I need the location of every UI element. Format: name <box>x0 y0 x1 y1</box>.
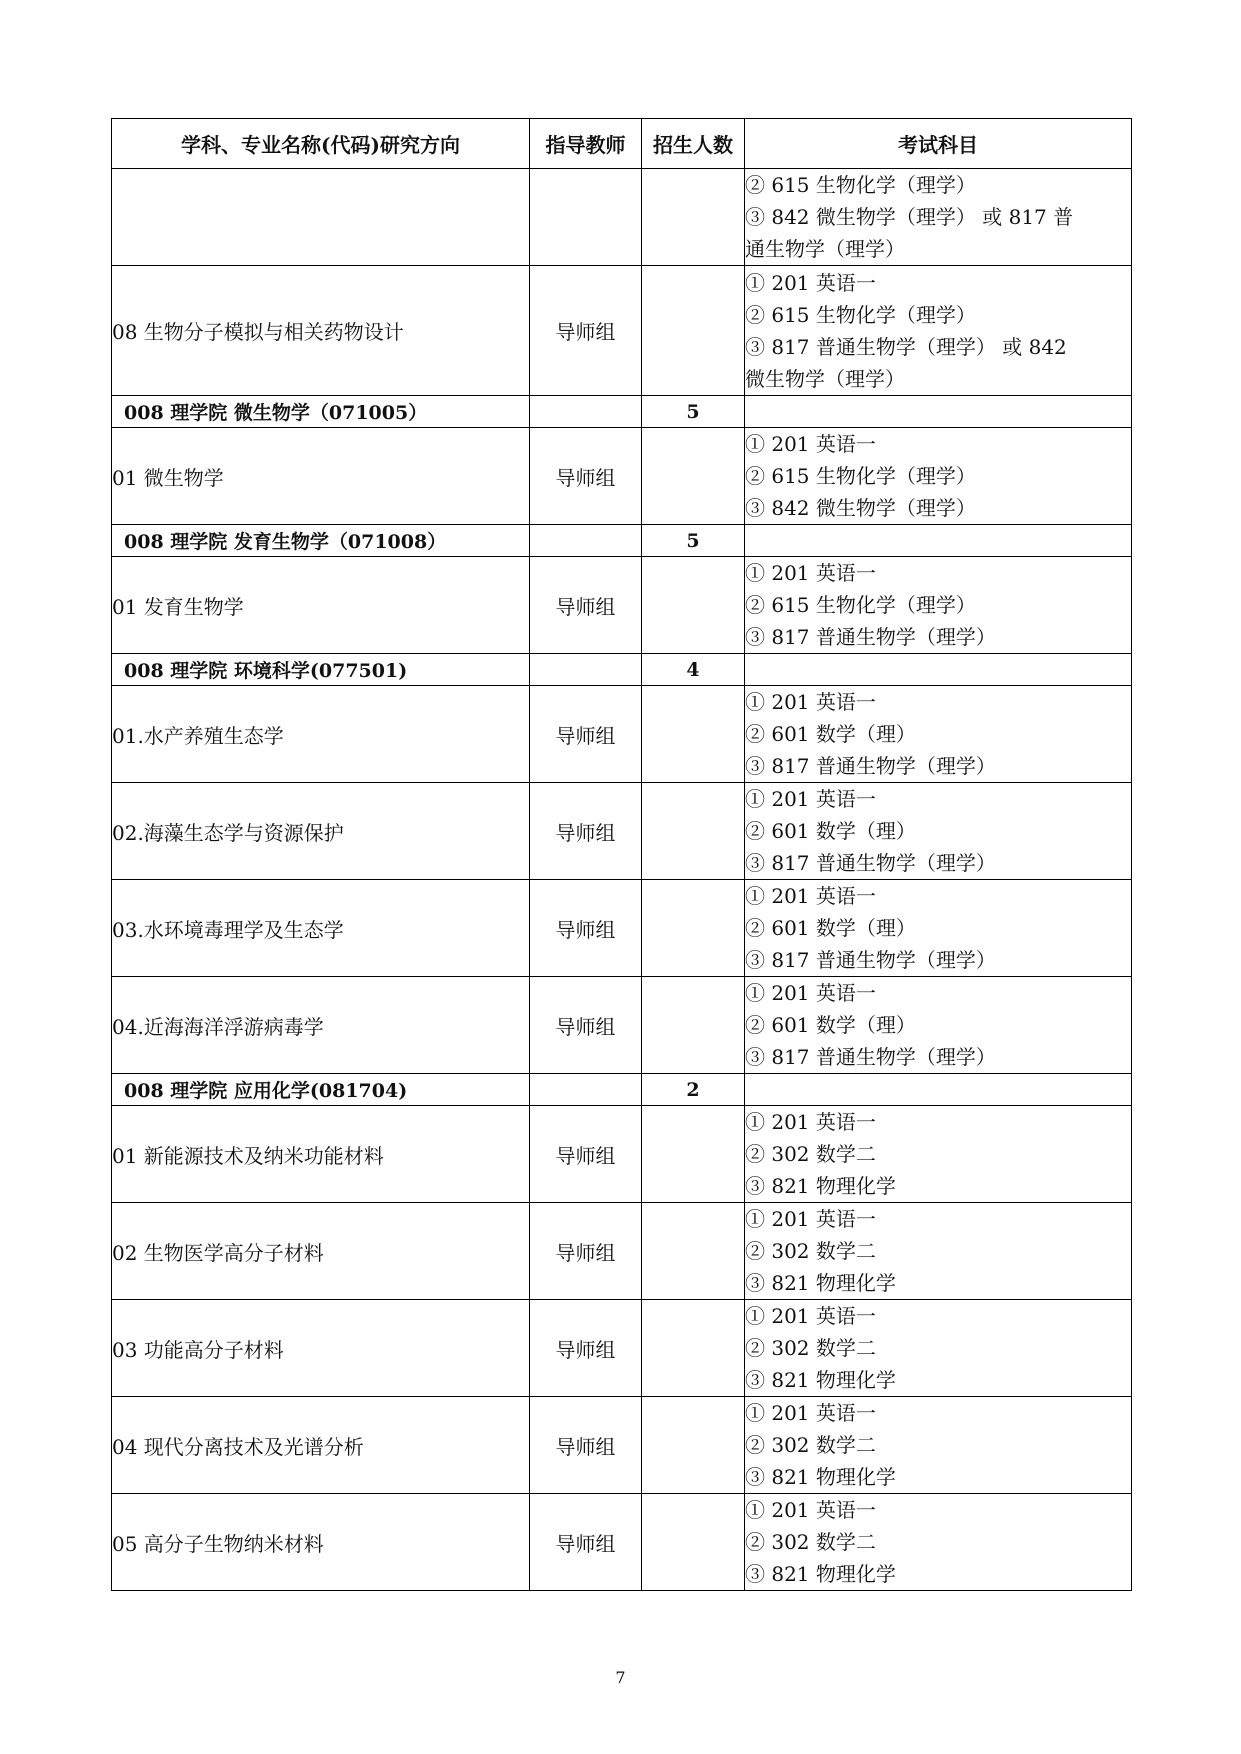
count-cell <box>642 686 745 783</box>
table-row <box>112 169 1132 266</box>
table-row <box>112 686 1132 783</box>
subject-line: ① 201 英语一 <box>745 787 876 811</box>
major-name-cell: 01 微生物学 <box>112 428 530 525</box>
count-cell <box>642 557 745 654</box>
subject-line: ③ 817 普通生物学（理学） <box>745 625 996 649</box>
subject-line: ② 615 生物化学（理学） <box>745 302 976 327</box>
table-header-row <box>112 119 1132 169</box>
table-row <box>112 1203 1132 1300</box>
subjects-cell <box>745 977 1132 1074</box>
subjects-cell <box>745 1300 1132 1397</box>
table-row <box>112 783 1132 880</box>
subject-line: ③ 817 普通生物学（理学） <box>745 851 996 875</box>
major-name-cell: 03 功能高分子材料 <box>112 1300 530 1397</box>
subject-line: ② 615 生物化学（理学） <box>745 173 976 197</box>
subject-line: 通生物学（理学） <box>745 237 905 261</box>
teacher-cell: 导师组 <box>530 1203 642 1300</box>
teacher-cell: 导师组 <box>530 1494 642 1591</box>
teacher-cell: 导师组 <box>530 1397 642 1494</box>
table-row <box>112 266 1132 396</box>
count-cell: 5 <box>642 525 745 557</box>
subject-line: ② 601 数学（理） <box>745 916 916 940</box>
subjects-cell <box>745 1494 1132 1591</box>
subjects-cell <box>745 1397 1132 1494</box>
teacher-cell: 导师组 <box>530 428 642 525</box>
major-name-cell: 02.海藻生态学与资源保护 <box>112 783 530 880</box>
teacher-cell <box>530 169 642 266</box>
count-cell <box>642 1300 745 1397</box>
count-cell <box>642 266 745 396</box>
table-row <box>112 1300 1132 1397</box>
subjects-cell <box>745 686 1132 783</box>
subject-line: ② 302 数学二 <box>745 1142 876 1166</box>
major-name-cell: 05 高分子生物纳米材料 <box>112 1494 530 1591</box>
subjects-cell <box>745 1074 1132 1106</box>
subjects-cell <box>745 396 1132 428</box>
teacher-cell <box>530 1074 642 1106</box>
subject-line: ③ 842 微生物学（理学） <box>745 496 976 520</box>
subject-line: ② 601 数学（理） <box>745 1013 916 1037</box>
subject-line: ② 302 数学二 <box>745 1336 876 1360</box>
subject-line: ① 201 英语一 <box>745 981 876 1005</box>
count-cell <box>642 1397 745 1494</box>
subject-line: ③ 817 普通生物学（理学） <box>745 754 996 778</box>
subjects-cell <box>745 266 1132 396</box>
major-row <box>112 525 1132 557</box>
subjects-cell <box>745 654 1132 686</box>
count-cell <box>642 1106 745 1203</box>
count-cell <box>642 1203 745 1300</box>
teacher-cell: 导师组 <box>530 1300 642 1397</box>
table-row <box>112 557 1132 654</box>
count-cell <box>642 428 745 525</box>
subjects-cell <box>745 525 1132 557</box>
subject-line: ③ 821 物理化学 <box>745 1465 896 1489</box>
major-name-cell: 008 理学院 环境科学(077501) <box>112 654 530 686</box>
teacher-cell: 导师组 <box>530 880 642 977</box>
count-cell: 2 <box>642 1074 745 1106</box>
major-name-cell: 008 理学院 应用化学(081704) <box>112 1074 530 1106</box>
subject-line: ② 615 生物化学（理学） <box>745 464 976 488</box>
teacher-cell: 导师组 <box>530 977 642 1074</box>
subject-line: ① 201 英语一 <box>745 1304 876 1328</box>
column-header-subjects: 考试科目 <box>745 119 1132 169</box>
subjects-cell <box>745 557 1132 654</box>
teacher-cell: 导师组 <box>530 686 642 783</box>
major-row <box>112 654 1132 686</box>
subject-line: ① 201 英语一 <box>745 1207 876 1231</box>
subject-line: ② 302 数学二 <box>745 1433 876 1457</box>
subject-line: ③ 817 普通生物学（理学） 或 842 <box>745 334 1067 359</box>
major-name-cell: 01 发育生物学 <box>112 557 530 654</box>
subjects-cell <box>745 783 1132 880</box>
teacher-cell <box>530 525 642 557</box>
subject-line: 微生物学（理学） <box>745 366 905 391</box>
subjects-cell <box>745 428 1132 525</box>
major-name-cell: 03.水环境毒理学及生态学 <box>112 880 530 977</box>
subject-line: ① 201 英语一 <box>745 690 876 714</box>
major-name-cell: 02 生物医学高分子材料 <box>112 1203 530 1300</box>
major-name-cell: 04 现代分离技术及光谱分析 <box>112 1397 530 1494</box>
count-cell <box>642 880 745 977</box>
subject-line: ① 201 英语一 <box>745 270 876 295</box>
major-row <box>112 1074 1132 1106</box>
subject-line: ① 201 英语一 <box>745 1401 876 1425</box>
table-row <box>112 977 1132 1074</box>
major-name-cell: 08 生物分子模拟与相关药物设计 <box>112 266 530 396</box>
subject-line: ② 302 数学二 <box>745 1530 876 1554</box>
page-number: 7 <box>615 1668 626 1687</box>
teacher-cell <box>530 396 642 428</box>
teacher-cell: 导师组 <box>530 1106 642 1203</box>
admissions-table <box>111 118 1132 1591</box>
count-cell <box>642 169 745 266</box>
teacher-cell: 导师组 <box>530 266 642 396</box>
major-name-cell: 01 新能源技术及纳米功能材料 <box>112 1106 530 1203</box>
table-row <box>112 880 1132 977</box>
teacher-cell: 导师组 <box>530 783 642 880</box>
subject-line: ① 201 英语一 <box>745 561 876 585</box>
count-cell <box>642 977 745 1074</box>
teacher-cell: 导师组 <box>530 557 642 654</box>
table-row <box>112 1397 1132 1494</box>
count-cell: 4 <box>642 654 745 686</box>
subject-line: ③ 842 微生物学（理学） 或 817 普 <box>745 205 1074 229</box>
subjects-cell <box>745 880 1132 977</box>
subject-line: ③ 821 物理化学 <box>745 1562 896 1586</box>
subject-line: ③ 821 物理化学 <box>745 1368 896 1392</box>
subject-line: ③ 821 物理化学 <box>745 1174 896 1198</box>
table-row <box>112 1106 1132 1203</box>
column-header-count: 招生人数 <box>642 119 745 169</box>
table-row <box>112 1494 1132 1591</box>
count-cell <box>642 783 745 880</box>
subjects-cell <box>745 1106 1132 1203</box>
subject-line: ③ 821 物理化学 <box>745 1271 896 1295</box>
column-header-teacher: 指导教师 <box>530 119 642 169</box>
major-name-cell: 01.水产养殖生态学 <box>112 686 530 783</box>
subject-line: ① 201 英语一 <box>745 884 876 908</box>
subjects-cell <box>745 169 1132 266</box>
table-body <box>112 169 1132 1591</box>
major-name-cell: 04.近海海洋浮游病毒学 <box>112 977 530 1074</box>
subject-line: ③ 817 普通生物学（理学） <box>745 1045 996 1069</box>
major-name-cell <box>112 169 530 266</box>
major-row <box>112 396 1132 428</box>
major-name-cell: 008 理学院 发育生物学（071008） <box>112 525 530 557</box>
subject-line: ② 302 数学二 <box>745 1239 876 1263</box>
table-row <box>112 428 1132 525</box>
column-header-major: 学科、专业名称(代码)研究方向 <box>112 119 530 169</box>
subject-line: ② 615 生物化学（理学） <box>745 593 976 617</box>
subjects-cell <box>745 1203 1132 1300</box>
subject-line: ② 601 数学（理） <box>745 819 916 843</box>
major-name-cell: 008 理学院 微生物学（071005） <box>112 396 530 428</box>
subject-line: ② 601 数学（理） <box>745 722 916 746</box>
subject-line: ① 201 英语一 <box>745 432 876 456</box>
teacher-cell <box>530 654 642 686</box>
subject-line: ③ 817 普通生物学（理学） <box>745 948 996 972</box>
count-cell: 5 <box>642 396 745 428</box>
subject-line: ① 201 英语一 <box>745 1110 876 1134</box>
subject-line: ① 201 英语一 <box>745 1498 876 1522</box>
count-cell <box>642 1494 745 1591</box>
